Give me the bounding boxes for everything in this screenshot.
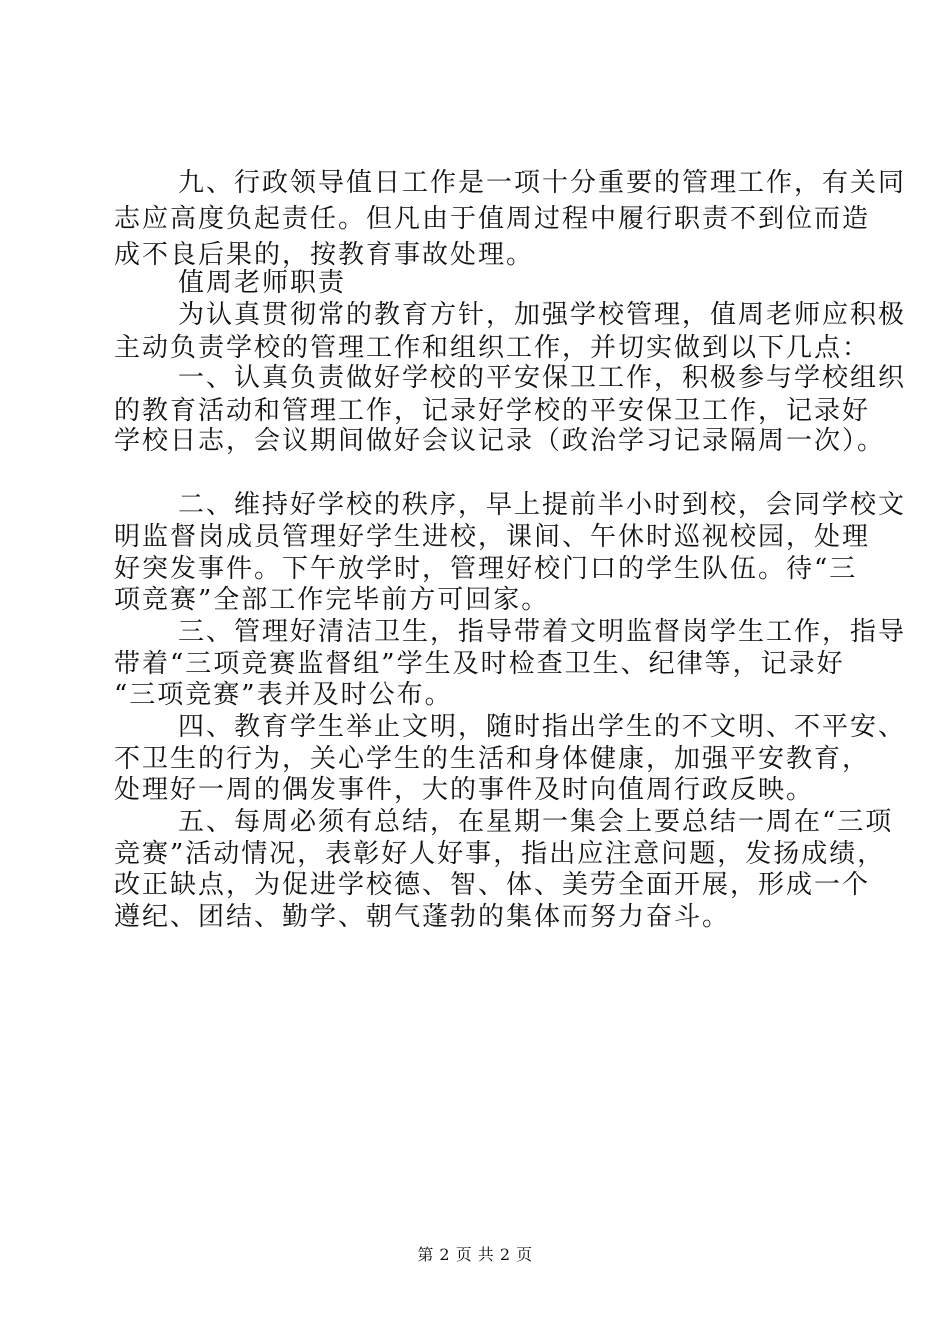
text-line: 九、行政领导值日工作是一项十分重要的管理工作，有关同 <box>178 168 907 198</box>
text-line: 成不良后果的，按教育事故处理。 <box>114 240 535 270</box>
text-line: 学校日志，会议期间做好会议记录（政治学习记录隔周一次）。 <box>114 426 886 456</box>
text-line: 主动负责学校的管理工作和组织工作，并切实做到以下几点： <box>114 333 871 363</box>
text-line: 三、管理好清洁卫生，指导带着文明监督岗学生工作，指导 <box>178 617 907 647</box>
text-line: 遵纪、团结、勤学、朝气蓬勃的集体而努力奋斗。 <box>114 902 731 932</box>
text-line: 不卫生的行为，关心学生的生活和身体健康，加强平安教育， <box>114 744 871 774</box>
text-line: 项竞赛”全部工作完毕前方可回家。 <box>114 585 550 615</box>
page-footer: 第 2 页 共 2 页 <box>417 1245 533 1264</box>
text-line: 一、认真负责做好学校的平安保卫工作，积极参与学校组织 <box>178 363 907 393</box>
text-line: 好突发事件。下午放学时，管理好校门口的学生队伍。待“三 <box>114 554 858 584</box>
section-heading: 值周老师职责 <box>178 268 347 298</box>
text-line: 明监督岗成员管理好学生进校，课间、午休时巡视校园，处理 <box>114 522 871 552</box>
text-line: 二、维持好学校的秩序，早上提前半小时到校，会同学校文 <box>178 490 907 520</box>
text-line: 处理好一周的偶发事件，大的事件及时向值周行政反映。 <box>114 775 815 805</box>
text-line: 竞赛”活动情况，表彰好人好事，指出应注意问题，发扬成绩， <box>114 839 886 869</box>
text-line: 改正缺点，为促进学校德、智、体、美劳全面开展，形成一个 <box>114 870 871 900</box>
text-line: 为认真贯彻常的教育方针，加强学校管理，值周老师应积极 <box>178 300 907 330</box>
text-line: 的教育活动和管理工作，记录好学校的平安保卫工作，记录好 <box>114 396 871 426</box>
text-line: 四、教育学生举止文明，随时指出学生的不文明、不平安、 <box>178 712 907 742</box>
text-line: 带着“三项竞赛监督组”学生及时检查卫生、纪律等，记录好 <box>114 649 845 679</box>
text-line: 志应高度负起责任。但凡由于值周过程中履行职责不到位而造 <box>114 204 871 234</box>
text-line: “三项竞赛”表并及时公布。 <box>114 680 453 710</box>
text-line: 五、每周必须有总结，在星期一集会上要总结一周在“三项 <box>178 807 894 837</box>
